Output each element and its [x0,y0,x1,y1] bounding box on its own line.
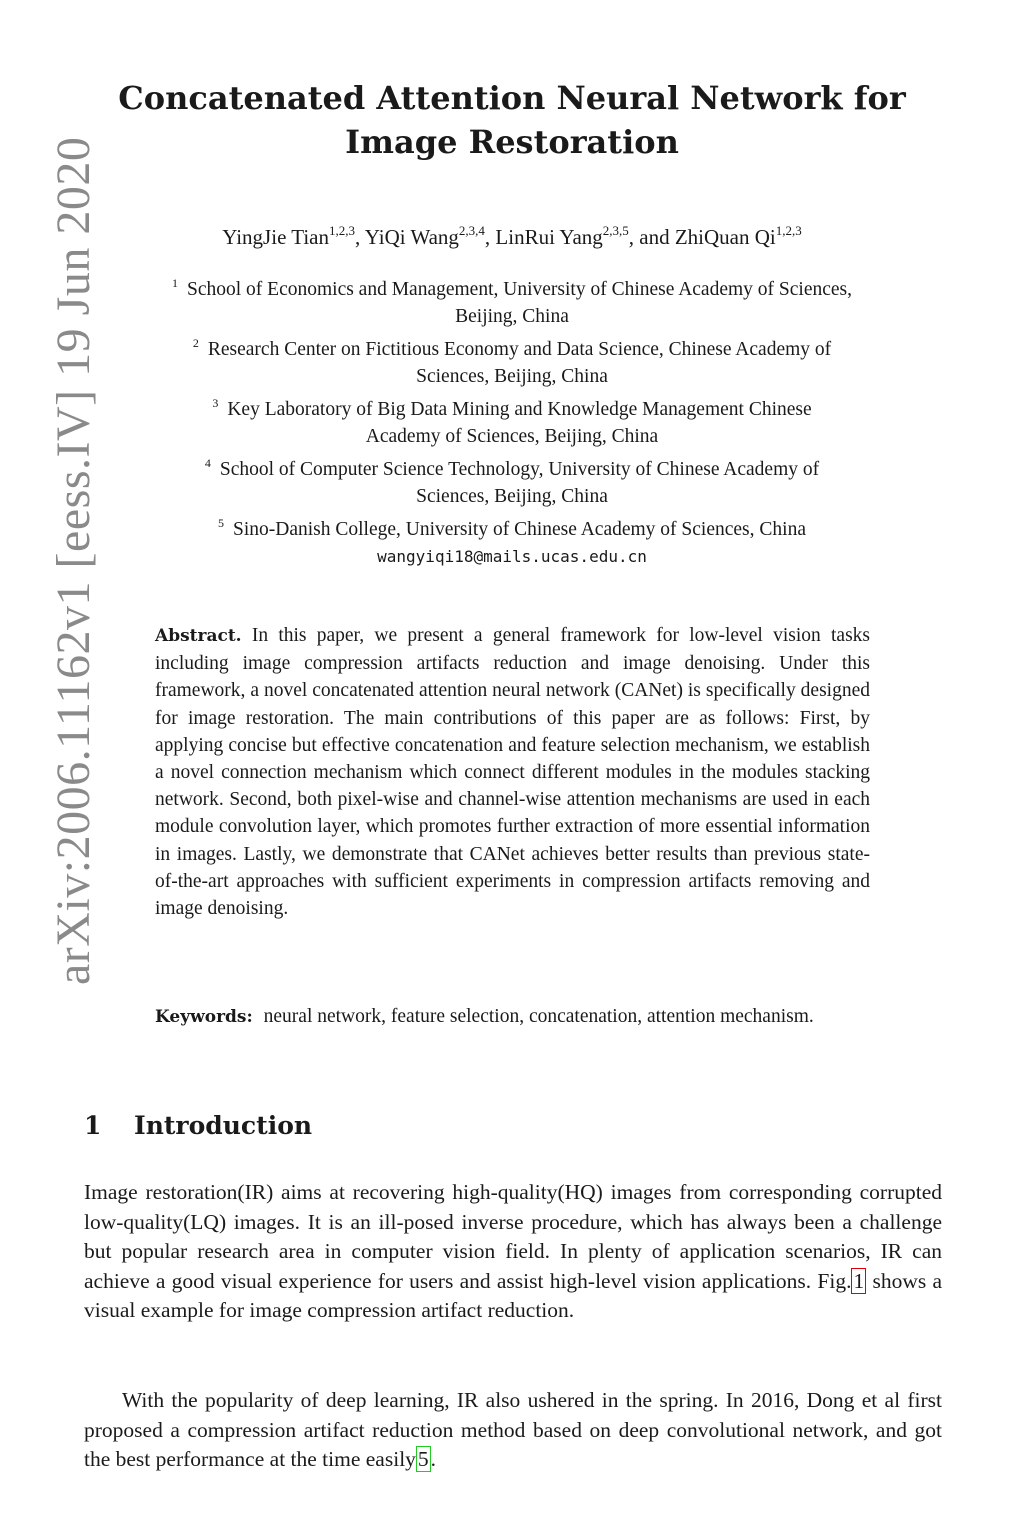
affiliation-item [80,270,944,330]
affiliation-number: 5 [218,516,224,530]
keywords-label: Keywords: [155,1007,253,1027]
author-affiliation-marks: 1,2,3 [329,223,356,238]
paragraph-text: shows a visual example for image compression artifact reduction. [84,1268,943,1323]
author-name: YingJie Tian [222,225,330,249]
abstract-text: In this paper, we present a general framework for low-level vision tasks including image compression artifacts reduction and image denoising. Under this framework, a novel concatenated attention neural network (CANet) is specifically designed for image restoration. The main contributions of this paper are as follows: First, by applying concise but effective concatenation and feature selection mechanism, we establish a novel connection mechanism which connect different modules in the modules stacking network. Second, both pixel-wise and channel-wise attention mechanisms are used in each module convolution layer, which promotes further extraction of more essential information in images. Lastly, we demonstrate that CANet achieves better results than previous state-of-the-art approaches with sufficient experiments in compression artifacts removing and image denoising. [155,625,870,920]
abstract [155,622,870,922]
paragraph-text: . [430,1447,437,1472]
paper-title [100,76,924,164]
author-name: LinRui Yang [495,225,603,249]
keywords-text: neural network, feature selection, concatenation, attention mechanism. [263,1006,814,1027]
affiliation-line-1: School of Economics and Management, University of Chinese Academy of Sciences, [187,279,852,300]
contact-email[interactable]: wangyiqi18@mails.ucas.edu.cn [377,547,647,566]
title-line-2: Image Restoration [345,123,679,161]
affiliation-item [80,390,944,450]
affiliation-number: 1 [172,276,178,290]
abstract-label: Abstract. [155,626,242,646]
section-title: Introduction [134,1111,313,1140]
affiliation-line-1: Key Laboratory of Big Data Mining and Knowledge Management Chinese [227,399,812,420]
intro-paragraph-1 [84,1178,942,1326]
affiliation-line-2: Academy of Sciences, Beijing, China [365,426,659,447]
author-name: YiQi Wang [364,225,459,249]
paragraph-text: Image restoration(IR) aims at recovering high-quality(HQ) images from corresponding corrupted low-quality(LQ) images. It is an ill-posed inverse procedure, which has always been a challenge but popular research area in computer vision field. In plenty of application scenarios, IR can achieve a good visual experience for users and assist high-level vision applications. Fig. [84,1180,942,1293]
affiliation-item [80,450,944,510]
affiliation-line-1: Sino-Danish College, University of Chinese Academy of Sciences, China [233,519,806,540]
affiliation-number: 3 [212,396,219,410]
section-heading-introduction [84,1108,312,1144]
author-separator: , [484,225,496,249]
author-affiliation-marks: 2,3,4 [458,223,485,238]
author-name: ZhiQuan Qi [674,225,776,249]
figure-reference-link[interactable]: 1 [853,1268,865,1293]
affiliation-list [80,270,944,570]
affiliation-line-2: Beijing, China [455,306,569,327]
author-affiliation-marks: 2,3,5 [602,223,629,238]
affiliation-number: 2 [192,336,199,350]
citation-reference-link[interactable]: 5 [417,1447,429,1472]
keywords [155,1003,870,1031]
affiliation-line-2: Sciences, Beijing, China [416,486,608,507]
author-separator: , [355,225,365,249]
affiliation-line-2: Sciences, Beijing, China [416,366,608,387]
author-affiliation-marks: 1,2,3 [775,223,802,238]
arxiv-identifier-stamp: arXiv:2006.11162v1 [eess.IV] 19 Jun 2020 [47,136,100,985]
affiliation-number: 4 [204,456,211,470]
affiliation-line-1: Research Center on Fictitious Economy and Data Science, Chinese Academy of [207,339,832,360]
paragraph-text: With the popularity of deep learning, IR also ushered in the spring. In 2016, Dong et al first proposed a compression artifact reduction method based on deep convolutional network, and got the best performance at the time easily [84,1388,942,1472]
affiliation-line-1: School of Computer Science Technology, University of Chinese Academy of [219,459,820,480]
affiliation-item [80,330,944,390]
title-line-1: Concatenated Attention Neural Network for [118,79,906,117]
author-list [80,216,944,252]
affiliation-item [80,510,944,543]
intro-paragraph-2 [84,1386,942,1475]
section-number: 1 [84,1111,102,1140]
author-separator: , and [628,225,675,249]
